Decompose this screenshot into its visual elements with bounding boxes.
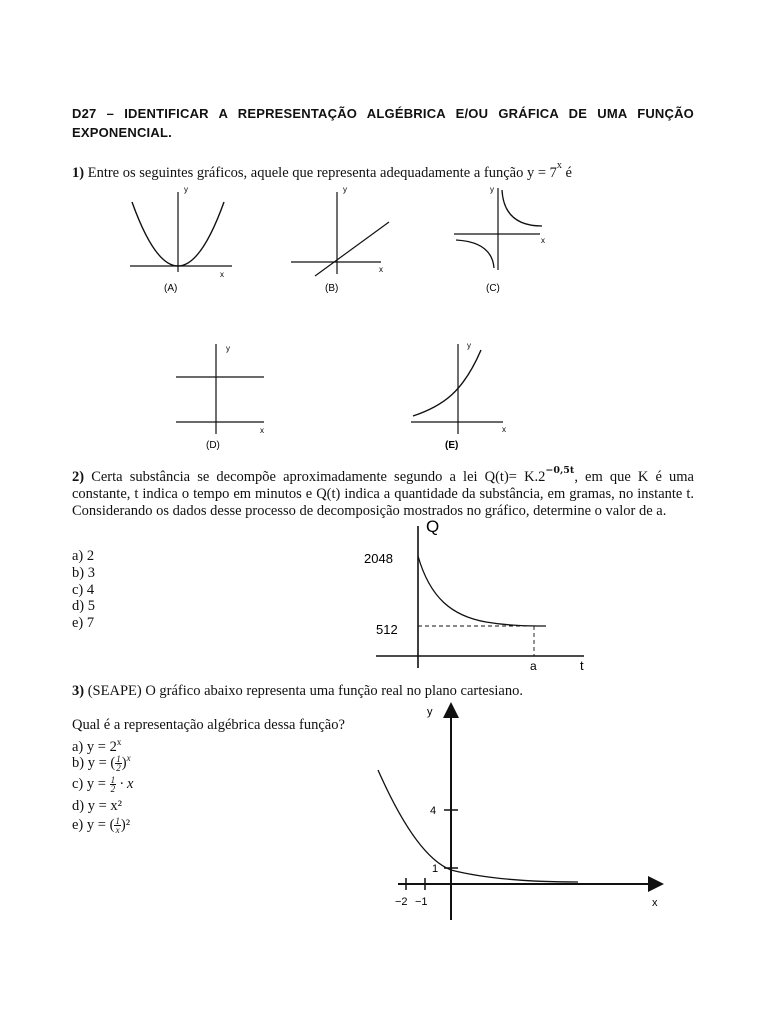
graph-e-curve [413,350,481,416]
q3-y4-label: 4 [430,805,437,817]
section-heading: D27 – IDENTIFICAR A REPRESENTAÇÃO ALGÉBRICA E/OU GRÁFICA DE UMA FUNÇÃO EXPONENCIAL. [72,106,694,140]
q2-x-axis-label: t [580,658,584,673]
q3-option-b[interactable]: b) y = ( $\frac{1}{2}$ )$^x$ [72,753,131,773]
q3-xm2-label: −2 [395,896,408,908]
graph-d-label: (D) [206,440,220,451]
question-2-body-end: , em que K é uma constante, t indica o tempo em minutos e Q(t) indica a quantidade da substância, em gramas, no instante t. Considerando os dados desse processo de decomposição mostrados no gráfico, determine o valor de a. [72,468,694,519]
graph-d[interactable] [170,340,280,452]
q2-option-d[interactable]: d) 5 [72,598,95,614]
graph-b-label: (B) [325,283,339,294]
q3-x-axis-label: x [652,897,658,909]
q2-x-a-label: a [530,659,537,673]
graph-a-x-label: x [220,270,224,279]
q2-option-b[interactable]: b) 3 [72,565,95,581]
q3-y-axis-label: y [427,706,433,718]
question-1-text [72,160,712,182]
q2-y-2048-label: 2048 [364,551,393,566]
question-3-text [72,683,694,700]
question-3-prompt: Qual é a representação algébrica dessa função? [72,717,345,733]
graph-b[interactable] [285,184,395,296]
question-2-exponent: −0,5t [545,465,575,476]
q3-option-a[interactable]: a) $y = 2^x$ [72,737,122,755]
graph-e-label: (E) [445,440,459,451]
graph-b-y-label: y [343,185,347,194]
q3-option-d[interactable]: d) y = x² [72,798,122,814]
q2-decay-graph[interactable] [360,512,605,674]
graph-d-y-label: y [226,344,230,353]
graph-c-x-label: x [541,236,545,245]
graph-b-x-label: x [379,265,383,274]
question-1-tail: é [561,164,572,181]
question-1-number: 1) [72,164,85,181]
question-1-exponent: x [556,160,562,171]
graph-a[interactable] [120,184,240,296]
graph-e[interactable] [405,340,515,452]
graph-e-x-label: x [502,425,506,434]
graph-a-label: (A) [164,283,178,294]
q3-xm1-label: −1 [415,896,428,908]
graph-c[interactable] [448,184,558,296]
graph-c-y-label: y [490,185,494,194]
question-3-body: (SEAPE) O gráfico abaixo representa uma função real no plano cartesiano. [84,683,523,699]
q3-option-c[interactable]: c) y = $\frac{1}{2}$ · x [72,775,134,795]
graph-c-curve-top [502,190,542,226]
graph-c-label: (C) [486,283,500,294]
q2-option-a[interactable]: a) 2 [72,548,95,564]
question-1-body: Entre os seguintes gráficos, aquele que representa adequadamente a função y = 7 [84,164,557,181]
q3-curve [378,770,578,882]
question-2-body-start: Certa substância se decompõe aproximadamente segundo a lei Q(t)= K.2 [84,468,546,485]
q2-y-512-label: 512 [376,622,398,637]
q2-option-c[interactable]: c) 4 [72,582,95,598]
q3-option-e[interactable]: e) y = ( $\frac{1}{x}$ )² [72,816,131,836]
graph-a-y-label: y [184,185,188,194]
question-2-number: 2) [72,468,85,485]
graph-b-line [315,222,389,276]
q3-y1-label: 1 [432,863,439,875]
question-3-number: 3) [72,683,85,699]
q2-y-axis-label: Q [426,517,440,536]
graph-e-y-label: y [467,341,471,350]
graph-c-curve-bottom [456,240,494,268]
q2-option-e[interactable]: e) 7 [72,615,95,631]
q2-decay-curve [418,556,546,626]
q3-exponential-graph[interactable] [370,700,670,924]
graph-d-x-label: x [260,426,264,435]
